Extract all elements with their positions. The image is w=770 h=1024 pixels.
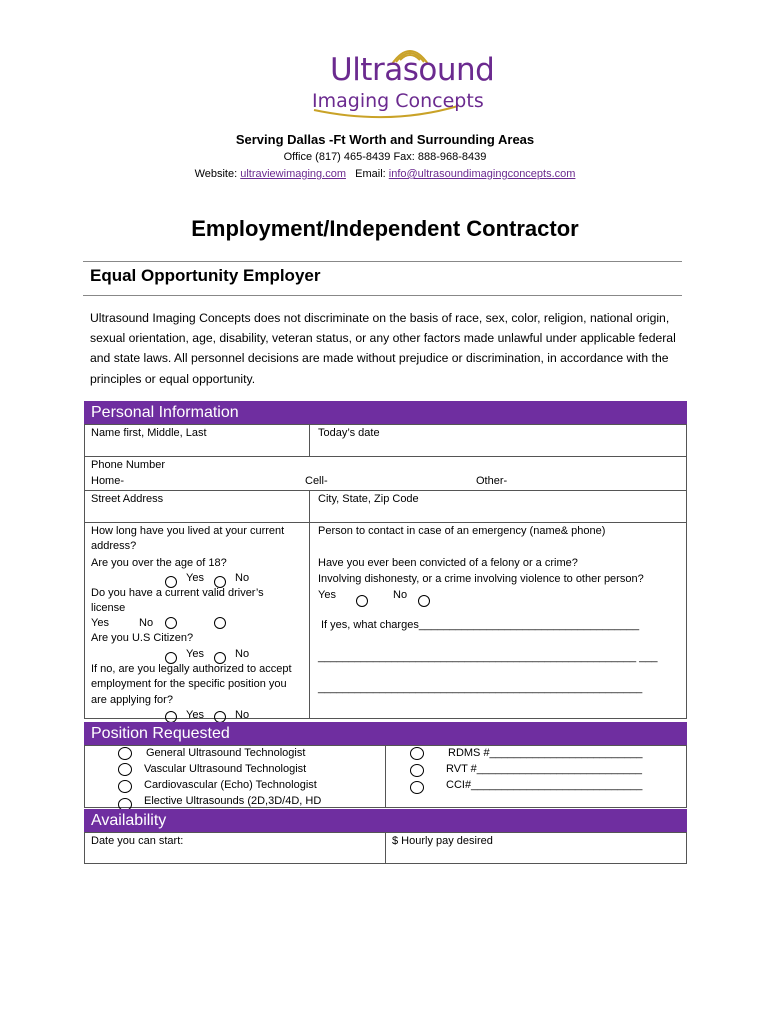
- felony-yes-radio[interactable]: [356, 592, 368, 610]
- option-elective: Elective Ultrasounds (2D,3D/4D, HD: [144, 795, 322, 807]
- emergency-contact-field[interactable]: Person to contact in case of an emergency (name& phone): [318, 525, 606, 537]
- row-divider: [84, 490, 687, 491]
- citizen-question: Are you U.S Citizen?: [91, 632, 194, 644]
- divider: [83, 261, 682, 262]
- license-yes-radio[interactable]: [165, 614, 177, 632]
- office-contact: Office (817) 465-8439 Fax: 888-968-8439: [283, 151, 487, 163]
- charges-line-2[interactable]: _____________________________________________________: [318, 682, 643, 694]
- residence-duration-field[interactable]: How long have you lived at your current address?: [91, 525, 285, 553]
- license-question: Do you have a current valid driver’s license: [91, 587, 264, 615]
- option-cardio: Cardiovascular (Echo) Technologist: [144, 779, 317, 791]
- city-field[interactable]: City, State, Zip Code: [318, 493, 419, 505]
- eoe-statement: Ultrasound Imaging Concepts does not discriminate on the basis of race, sex, color, religion, national origin, sexual orientation, age, disability, veteran status, or any other factors made unlawful under applicable federal and state laws. All personnel decisions are made without prejudice or discrimination, in accordance with the principles or equal opportunity.: [90, 311, 676, 386]
- authorized-question: If no, are you legally authorized to accept employment for the specific position you are applying for?: [91, 663, 292, 706]
- authorized-no-label: No: [235, 709, 250, 721]
- col-divider: [385, 832, 386, 864]
- rdms-radio[interactable]: [410, 745, 424, 763]
- street-field[interactable]: Street Address: [91, 493, 164, 505]
- page-title: Employment/Independent Contractor: [191, 216, 579, 241]
- col-divider: [309, 424, 310, 456]
- age-yes-label: Yes: [186, 572, 204, 584]
- email-link[interactable]: info@ultrasoundimagingconcepts.com: [388, 168, 576, 180]
- charges-field[interactable]: If yes, what charges____________________________________: [321, 619, 640, 631]
- license-no-radio[interactable]: [214, 614, 226, 632]
- position-header: Position Requested: [84, 722, 687, 745]
- other-phone-field[interactable]: Other-: [476, 475, 508, 487]
- logo-text-imaging-concepts: Imaging Concepts: [312, 90, 484, 112]
- felony-no-radio[interactable]: [418, 592, 430, 610]
- citizen-yes-label: Yes: [186, 648, 204, 660]
- felony-no-label: No: [393, 589, 408, 601]
- phone-label: Phone Number: [91, 459, 165, 471]
- cci-field[interactable]: CCI#____________________________: [446, 779, 643, 791]
- charges-line-1[interactable]: ____________________________________________________ ___: [318, 651, 658, 663]
- hourly-pay-field[interactable]: $ Hourly pay desired: [392, 835, 493, 847]
- license-no-label: No: [139, 617, 154, 629]
- license-yes-label: Yes: [91, 617, 109, 629]
- personal-info-header: Personal Information: [84, 401, 687, 424]
- logo-text-ultrasound: Ultrasound: [330, 52, 495, 88]
- citizen-no-label: No: [235, 648, 250, 660]
- felony-question: Have you ever been convicted of a felony or a crime?: [318, 557, 578, 569]
- option-vascular: Vascular Ultrasound Technologist: [144, 763, 307, 775]
- serving-areas: Serving Dallas -Ft Worth and Surrounding Areas: [235, 132, 535, 147]
- row-divider: [84, 456, 687, 457]
- cardio-radio[interactable]: [118, 778, 132, 796]
- row-divider: [84, 522, 687, 523]
- website-link[interactable]: ultraviewimaging.com: [240, 168, 346, 180]
- date-field[interactable]: Today’s date: [318, 427, 380, 439]
- authorized-yes-label: Yes: [186, 709, 204, 721]
- email-label: Email:: [355, 168, 386, 180]
- vascular-radio[interactable]: [118, 761, 132, 779]
- rvt-field[interactable]: RVT #___________________________: [446, 763, 642, 775]
- rdms-field[interactable]: RDMS #_________________________: [448, 747, 643, 759]
- age-no-label: No: [235, 572, 250, 584]
- option-general-us: General Ultrasound Technologist: [146, 747, 306, 759]
- divider: [83, 295, 682, 296]
- felony-yes-label: Yes: [318, 589, 336, 601]
- home-phone-field[interactable]: Home-: [91, 475, 125, 487]
- web-email-line: [0, 168, 770, 180]
- eoe-heading: Equal Opportunity Employer: [90, 266, 321, 285]
- website-label: Website:: [194, 168, 238, 180]
- availability-header: Availability: [84, 809, 687, 832]
- age-question: Are you over the age of 18?: [91, 557, 227, 569]
- rvt-radio[interactable]: [410, 762, 424, 780]
- col-divider: [309, 490, 310, 719]
- start-date-field[interactable]: Date you can start:: [91, 835, 184, 847]
- cell-phone-field[interactable]: Cell-: [305, 475, 328, 487]
- felony-involving: Involving dishonesty, or a crime involving violence to other person?: [318, 573, 644, 585]
- cci-radio[interactable]: [410, 779, 424, 797]
- name-field[interactable]: Name first, Middle, Last: [91, 427, 207, 439]
- col-divider: [385, 745, 386, 808]
